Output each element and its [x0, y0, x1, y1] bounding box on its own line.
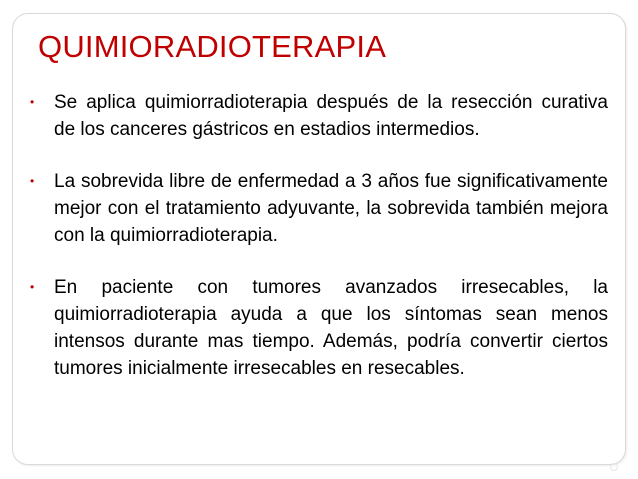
corner-decoration — [610, 463, 618, 471]
bullet-marker: • — [30, 95, 35, 109]
bullet-text: Se aplica quimiorradioterapia después de la resección curativa de los canceres gástricos en estadios intermedios. — [54, 92, 608, 140]
slide-title: QUIMIORADIOTERAPIA — [38, 29, 387, 64]
bullet-text: En paciente con tumores avanzados irresecables, la quimiorradioterapia ayuda a que los síntomas sean menos intensos durante mas tiempo. Además, podría convertir ciertos tumores inicialmente irresecables en resecables. — [54, 277, 608, 379]
bullet-list — [30, 89, 608, 407]
list-item — [30, 168, 608, 249]
bullet-marker: • — [30, 174, 35, 188]
bullet-marker: • — [30, 280, 35, 294]
bullet-text: La sobrevida libre de enfermedad a 3 años fue significativamente mejor con el tratamiento adyuvante, la sobrevida también mejora con la quimiorradioterapia. — [54, 171, 608, 246]
list-item — [30, 274, 608, 382]
list-item — [30, 89, 608, 143]
